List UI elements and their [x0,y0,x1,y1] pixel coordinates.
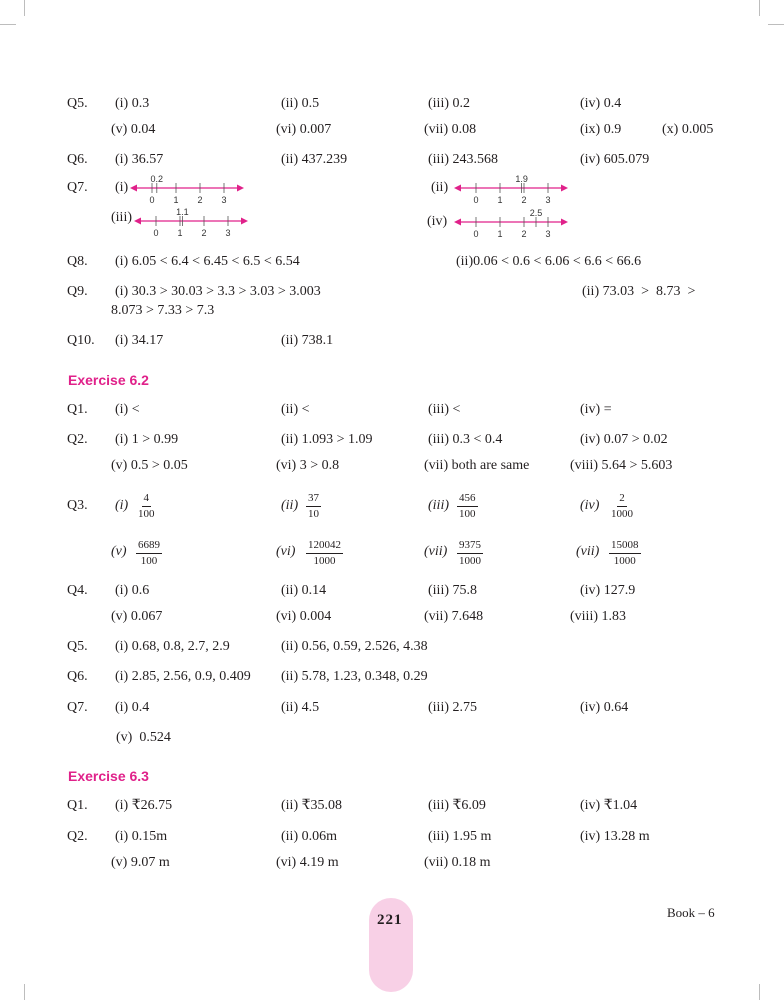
crop-mark [24,984,25,1000]
number-line [454,176,594,206]
question-label: Q8. [67,254,88,269]
fraction [609,539,641,567]
answer: (v) 0.067 [111,609,163,624]
right-arrow-icon [561,219,568,226]
answer-roman: (vii) [576,544,600,559]
fraction [306,492,321,520]
answer: (ii) 73.03 > 8.73 > [582,284,696,299]
answer: (ix) 0.9 [580,122,622,137]
question-label: Q5. [67,96,88,111]
number-line-label: (i) [115,180,129,195]
fraction-denominator: 1000 [313,554,336,567]
fraction-denominator: 1000 [459,554,481,567]
answer-roman: (iv) [580,498,600,513]
answer: (ii) < [281,402,310,417]
number-line-label: (ii) [431,180,449,195]
answer: (i) 1 > 0.99 [115,432,179,447]
answer: (i) 0.3 [115,96,150,111]
right-arrow-icon [561,185,568,192]
number-line-mark-label: 1.9 [515,174,528,184]
answer: (i) 0.4 [115,700,150,715]
number-line-tick-label: 1 [497,229,503,239]
number-line-tick-label: 0 [153,228,159,238]
right-arrow-icon [241,218,248,225]
number-line [134,209,274,239]
answer: (i) 0.68, 0.8, 2.7, 2.9 [115,639,230,654]
answer: (i) < [115,402,140,417]
number-line-tick-label: 2 [197,195,203,205]
number-line-tick-label: 1 [173,195,179,205]
answer: (i) 0.6 [115,583,150,598]
number-line-tick-label: 2 [521,195,527,205]
answer: (ii) 0.56, 0.59, 2.526, 4.38 [281,639,428,654]
fraction-denominator: 10 [308,507,319,520]
question-label: Q7. [67,180,88,195]
answer: (vii) 0.08 [424,122,477,137]
crop-mark [0,24,16,25]
fraction-numerator: 9375 [457,539,483,554]
answer: (v) 0.524 [116,730,171,745]
fraction [457,492,478,520]
answer-roman: (vi) [276,544,296,559]
number-line-label: (iii) [111,210,132,225]
answer: (i) 30.3 > 30.03 > 3.3 > 3.03 > 3.003 [115,284,321,299]
number-line-tick-label: 2 [201,228,207,238]
question-label: Q1. [67,798,88,813]
number-line-mark-label: 2.5 [529,208,543,218]
question-label: Q4. [67,583,88,598]
book-label: Book – 6 [667,905,715,920]
question-label: Q5. [67,639,88,654]
fraction-denominator: 1000 [613,554,636,567]
answer: (ii) 738.1 [281,333,334,348]
answer: (i) 6.05 < 6.4 < 6.45 < 6.5 < 6.54 [115,254,300,269]
fraction-numerator: 37 [306,492,321,507]
answer: (viii) 1.83 [570,609,626,624]
fraction-denominator: 100 [138,507,155,520]
number-line-tick-label: 0 [473,195,479,205]
answer: (i) ₹26.75 [115,798,173,813]
exercise-heading: Exercise 6.3 [68,768,149,784]
number-line-tick-label: 2 [521,229,527,239]
answer: (iv) 127.9 [580,583,636,598]
answer: (ii) 0.06m [281,829,337,844]
fraction [457,539,483,567]
answer: (v) 0.5 > 0.05 [111,458,188,473]
answer: (iii) < [428,402,461,417]
left-arrow-icon [130,185,137,192]
question-label: Q1. [67,402,88,417]
question-label: Q2. [67,432,88,447]
left-arrow-icon [454,219,461,226]
answer-roman: (iii) [428,498,449,513]
number-line [130,176,270,206]
fraction [136,492,157,520]
question-label: Q2. [67,829,88,844]
number-line [454,210,594,240]
fraction-numerator: 120042 [306,539,343,554]
fraction-numerator: 456 [457,492,478,507]
number-line-tick-label: 0 [473,229,479,239]
answer-roman: (i) [115,498,129,513]
answer: (ii) 437.239 [281,152,348,167]
number-line-label: (iv) [427,214,448,229]
page-number: 221 [377,912,403,928]
fraction-denominator: 100 [140,554,158,567]
fraction [609,492,635,520]
question-label: Q9. [67,284,88,299]
fraction-numerator: 2 [617,492,627,507]
answer: (iii) ₹6.09 [428,798,486,813]
answer: (v) 0.04 [111,122,156,137]
answer: (iv) 0.07 > 0.02 [580,432,668,447]
number-line-tick-label: 3 [225,228,231,238]
answer: (i) 36.57 [115,152,164,167]
right-arrow-icon [237,185,244,192]
answer: (ii) 1.093 > 1.09 [281,432,373,447]
question-label: Q6. [67,152,88,167]
number-line-mark-label: 0.2 [150,174,164,184]
answer: (iii) 1.95 m [428,829,492,844]
answer: (ii)0.06 < 0.6 < 6.06 < 6.6 < 66.6 [456,254,642,269]
answer: (x) 0.005 [662,122,714,137]
answer: (iv) 605.079 [580,152,650,167]
question-label: Q10. [67,333,95,348]
question-label: Q3. [67,498,88,513]
answer: (iii) 243.568 [428,152,498,167]
fraction-numerator: 15008 [609,539,641,554]
answer: (iii) 2.75 [428,700,477,715]
left-arrow-icon [134,218,141,225]
left-arrow-icon [454,185,461,192]
answer: (v) 9.07 m [111,855,170,870]
fraction-denominator: 1000 [611,507,633,520]
number-line-mark-label: 1.1 [176,207,189,217]
fraction [306,539,343,567]
number-line-tick-label: 1 [177,228,183,238]
crop-mark [24,0,25,16]
answer: (iv) 13.28 m [580,829,650,844]
fraction-numerator: 4 [142,492,152,507]
answer: (iv) ₹1.04 [580,798,638,813]
answer: 8.073 > 7.33 > 7.3 [111,303,215,318]
answer: (i) 2.85, 2.56, 0.9, 0.409 [115,669,251,684]
fraction-numerator: 6689 [136,539,162,554]
answer: (ii) 0.5 [281,96,320,111]
answer: (ii) 5.78, 1.23, 0.348, 0.29 [281,669,428,684]
question-label: Q7. [67,700,88,715]
number-line-tick-label: 3 [545,195,551,205]
answer-roman: (vii) [424,544,448,559]
answer: (iv) 0.4 [580,96,622,111]
question-label: Q6. [67,669,88,684]
answer: (iii) 0.3 < 0.4 [428,432,503,447]
number-line-tick-label: 0 [149,195,155,205]
number-line-tick-label: 3 [545,229,551,239]
answer: (ii) 4.5 [281,700,320,715]
answer: (vii) 7.648 [424,609,484,624]
answer-roman: (ii) [281,498,299,513]
crop-mark [759,0,760,16]
answer: (ii) 0.14 [281,583,327,598]
fraction [136,539,162,567]
answer: (iii) 75.8 [428,583,477,598]
answer: (vi) 0.007 [276,122,332,137]
answer: (vii) 0.18 m [424,855,491,870]
crop-mark [759,984,760,1000]
answer: (vi) 3 > 0.8 [276,458,340,473]
answer: (vi) 4.19 m [276,855,339,870]
answer: (ii) ₹35.08 [281,798,343,813]
fraction-denominator: 100 [459,507,476,520]
answer: (iv) 0.64 [580,700,629,715]
answer: (viii) 5.64 > 5.603 [570,458,673,473]
answer: (vii) both are same [424,458,530,473]
number-line-tick-label: 3 [221,195,227,205]
exercise-heading: Exercise 6.2 [68,372,149,388]
answer: (iv) = [580,402,612,417]
number-line-tick-label: 1 [497,195,503,205]
answer: (vi) 0.004 [276,609,332,624]
crop-mark [768,24,784,25]
answer: (iii) 0.2 [428,96,470,111]
answer: (i) 0.15m [115,829,168,844]
answer: (i) 34.17 [115,333,164,348]
answer-roman: (v) [111,544,127,559]
